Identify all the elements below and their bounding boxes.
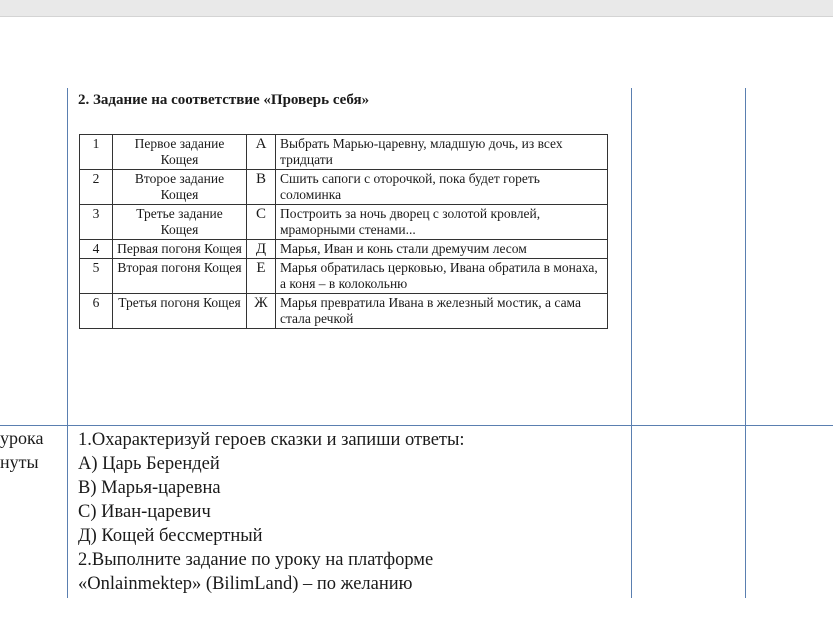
table-row-divider <box>0 425 833 426</box>
table-border-right <box>745 88 746 598</box>
right-item: Марья превратила Ивана в железный мостик, а сама стала речкой <box>276 294 608 329</box>
table-border-middle <box>631 88 632 598</box>
left-item: Второе задание Кощея <box>113 170 247 205</box>
right-item: Марья, Иван и конь стали дремучим лесом <box>276 240 608 259</box>
task-line: «Onlainmektep» (BilimLand) – по желанию <box>78 574 413 594</box>
matching-table <box>79 134 608 329</box>
task-line: 1.Охарактеризуй героев сказки и запиши ответы: <box>78 430 465 450</box>
row-letter: Д <box>247 240 276 259</box>
row-letter: А <box>247 135 276 170</box>
left-item: Третья погоня Кощея <box>113 294 247 329</box>
table-row <box>80 170 608 205</box>
task-line: А) Царь Берендей <box>78 454 220 474</box>
row-number: 3 <box>80 205 113 240</box>
left-column-label-1: урока <box>0 428 44 448</box>
row-number: 1 <box>80 135 113 170</box>
table-row <box>80 205 608 240</box>
row-letter: В <box>247 170 276 205</box>
row-letter: С <box>247 205 276 240</box>
left-column-label-2: нуты <box>0 452 39 472</box>
table-row <box>80 259 608 294</box>
table-row <box>80 294 608 329</box>
window-top-bar <box>0 0 833 17</box>
row-number: 4 <box>80 240 113 259</box>
right-item: Выбрать Марью-царевну, младшую дочь, из всех тридцати <box>276 135 608 170</box>
task-line: Д) Кощей бессмертный <box>78 526 263 546</box>
task-list <box>78 428 465 596</box>
left-item: Вторая погоня Кощея <box>113 259 247 294</box>
left-item: Третье задание Кощея <box>113 205 247 240</box>
right-item: Сшить сапоги с оторочкой, пока будет гореть соломинка <box>276 170 608 205</box>
task-title: 2. Задание на соответствие «Проверь себя» <box>78 92 370 108</box>
table-row <box>80 240 608 259</box>
row-letter: Ж <box>247 294 276 329</box>
right-item: Построить за ночь дворец с золотой кровлей, мраморными стенами... <box>276 205 608 240</box>
table-row <box>80 135 608 170</box>
task-line: В) Марья-царевна <box>78 478 221 498</box>
task-line: 2.Выполните задание по уроку на платформе <box>78 550 434 570</box>
task-line: С) Иван-царевич <box>78 502 211 522</box>
row-number: 2 <box>80 170 113 205</box>
right-item: Марья обратилась церковью, Ивана обратила в монаха, а коня – в колокольню <box>276 259 608 294</box>
row-number: 5 <box>80 259 113 294</box>
left-item: Первое задание Кощея <box>113 135 247 170</box>
row-letter: Е <box>247 259 276 294</box>
left-item: Первая погоня Кощея <box>113 240 247 259</box>
row-number: 6 <box>80 294 113 329</box>
table-border-left <box>67 88 68 598</box>
